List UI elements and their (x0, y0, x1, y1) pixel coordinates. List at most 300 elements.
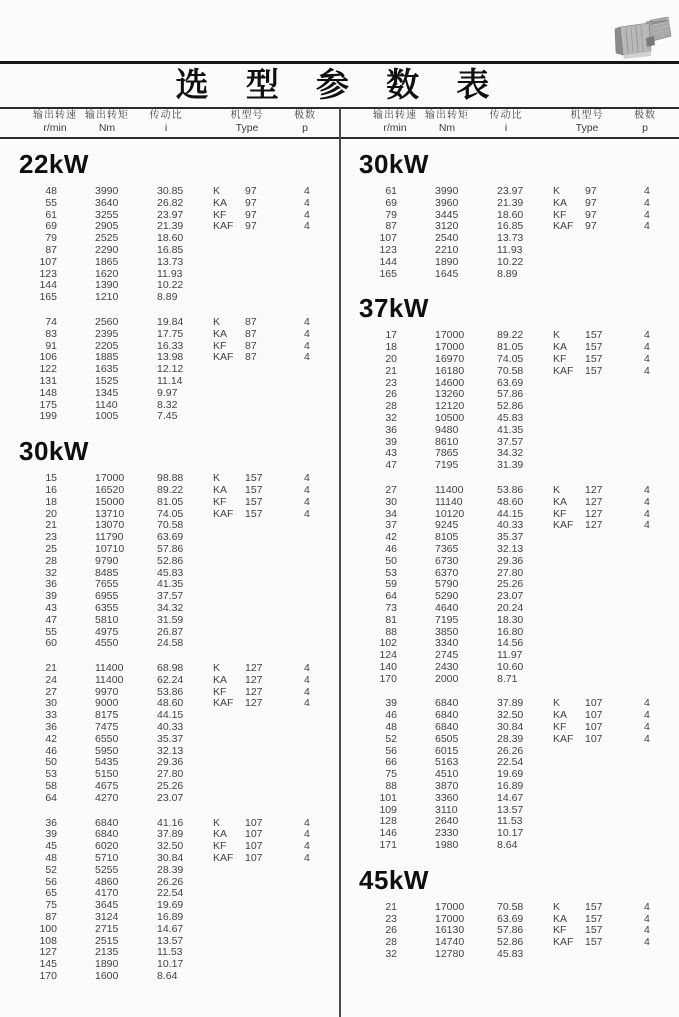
table-row (0, 924, 339, 936)
cell-speed: 39 (385, 435, 397, 448)
cell-ratio: 19.69 (497, 768, 524, 781)
cell-torque: 5290 (435, 590, 459, 603)
cell-ratio: 16.33 (157, 339, 184, 352)
cell-torque: 7195 (435, 459, 459, 472)
cell-ratio: 32.50 (157, 840, 184, 853)
cell-ratio: 37.57 (157, 590, 184, 603)
cell-ratio: 28.39 (497, 732, 524, 745)
gearmotor-photo (610, 12, 676, 62)
table-row (340, 485, 679, 497)
cell-speed: 27 (45, 685, 57, 698)
cell-type-size: 157 (585, 341, 603, 354)
cell-torque: 1620 (95, 267, 119, 280)
cell-torque: 6015 (435, 744, 459, 757)
cell-torque: 3990 (95, 185, 119, 197)
table-row (0, 865, 339, 877)
cell-speed: 87 (385, 220, 397, 233)
cell-type-size: 127 (585, 495, 603, 508)
cell-speed: 20 (45, 507, 57, 520)
cell-speed: 18 (45, 495, 57, 508)
cell-speed: 59 (385, 578, 397, 591)
cell-type-size: 107 (245, 852, 263, 865)
cell-type-size: 97 (585, 185, 597, 197)
cell-torque: 16130 (435, 924, 465, 937)
cell-speed: 175 (39, 398, 57, 411)
cell-type: KF (553, 208, 567, 221)
cell-ratio: 16.85 (157, 243, 184, 256)
cell-poles: 4 (644, 924, 650, 937)
cell-type: KAF (553, 519, 574, 532)
table-row (340, 949, 679, 961)
cell-torque: 4975 (95, 625, 119, 638)
cell-speed: 131 (39, 374, 57, 387)
cell-torque: 10710 (95, 542, 125, 555)
cell-type-size: 97 (245, 196, 257, 209)
cell-speed: 64 (385, 590, 397, 603)
cell-torque: 17000 (435, 900, 465, 913)
cell-torque: 3340 (435, 637, 459, 650)
table-row (0, 793, 339, 805)
cell-ratio: 41.16 (157, 816, 184, 829)
cell-speed: 46 (385, 542, 397, 555)
table-row (0, 329, 339, 341)
cell-torque: 9480 (435, 423, 459, 436)
cell-torque: 17000 (435, 912, 465, 925)
cell-poles: 4 (304, 662, 310, 675)
cell-type-size: 107 (245, 816, 263, 829)
cell-type-size: 87 (245, 339, 257, 352)
cell-torque: 9970 (95, 685, 119, 698)
cell-type: KA (553, 709, 568, 722)
cell-poles: 4 (304, 840, 310, 853)
cell-type: KAF (213, 220, 234, 233)
cell-type: KA (553, 912, 568, 925)
column-header-unit: Nm (98, 122, 116, 134)
cell-torque: 1140 (95, 398, 118, 411)
cell-ratio: 16.89 (157, 911, 184, 924)
cell-speed: 17 (385, 329, 397, 342)
row-block (340, 485, 679, 686)
cell-speed: 21 (385, 900, 397, 913)
cell-type: KF (213, 840, 227, 853)
cell-ratio: 8.64 (157, 970, 178, 983)
cell-speed: 46 (385, 709, 397, 722)
cell-speed: 75 (385, 768, 397, 781)
cell-speed: 79 (45, 232, 57, 245)
table-row (340, 615, 679, 627)
table-row (340, 460, 679, 472)
cell-speed: 37 (385, 519, 397, 532)
cell-torque: 12120 (435, 400, 465, 413)
cell-type-size: 107 (245, 840, 263, 853)
cell-type-size: 127 (585, 483, 603, 496)
cell-speed: 25 (45, 542, 57, 555)
cell-torque: 1210 (95, 291, 119, 304)
table-row (340, 198, 679, 210)
cell-torque: 3850 (435, 625, 459, 638)
cell-ratio: 26.82 (157, 196, 184, 209)
cell-speed: 43 (45, 601, 57, 614)
cell-torque: 8485 (95, 566, 119, 579)
column-header-unit: i (504, 122, 508, 134)
cell-type-size: 107 (585, 721, 603, 734)
cell-speed: 56 (45, 875, 57, 888)
column-header-label: 输出转矩 (425, 110, 469, 121)
cell-speed: 32 (385, 411, 397, 424)
row-block (0, 473, 339, 650)
header-group (0, 108, 339, 137)
cell-ratio: 53.86 (157, 685, 184, 698)
cell-torque: 4860 (95, 875, 119, 888)
cell-ratio: 13.57 (157, 934, 184, 947)
cell-type: KA (213, 483, 228, 496)
cell-torque: 6505 (435, 732, 459, 745)
cell-torque: 17000 (435, 329, 465, 342)
cell-type: KAF (553, 364, 574, 377)
cell-type-size: 157 (585, 329, 603, 342)
cell-poles: 4 (644, 697, 650, 710)
cell-speed: 56 (385, 744, 397, 757)
table-row (340, 674, 679, 686)
cell-torque: 6840 (95, 828, 119, 841)
cell-ratio: 11.14 (157, 374, 183, 387)
cell-speed: 36 (385, 423, 397, 436)
cell-speed: 108 (39, 934, 57, 947)
cell-speed: 65 (45, 887, 57, 900)
cell-ratio: 34.32 (157, 601, 184, 614)
table-right-column (340, 140, 679, 974)
cell-poles: 4 (304, 816, 310, 829)
cell-torque: 7865 (435, 447, 459, 460)
cell-torque: 12780 (435, 948, 465, 961)
cell-poles: 4 (644, 912, 650, 925)
cell-type-size: 157 (245, 507, 263, 520)
cell-speed: 69 (385, 196, 397, 209)
cell-ratio: 8.89 (157, 291, 178, 304)
cell-speed: 26 (385, 924, 397, 937)
cell-ratio: 13.73 (497, 232, 524, 245)
cell-ratio: 57.86 (497, 388, 524, 401)
cell-torque: 13710 (95, 507, 125, 520)
cell-ratio: 26.26 (497, 744, 524, 757)
cell-ratio: 25.26 (157, 780, 184, 793)
cell-poles: 4 (304, 220, 310, 233)
cell-ratio: 12.12 (157, 363, 184, 376)
cell-speed: 18 (385, 341, 397, 354)
cell-type: KF (553, 507, 567, 520)
gearmotor-photo-icon (610, 12, 676, 62)
cell-torque: 4270 (95, 791, 119, 804)
cell-ratio: 40.33 (497, 519, 524, 532)
table-row (0, 485, 339, 497)
cell-speed: 75 (45, 899, 57, 912)
header-group (340, 108, 679, 137)
cell-speed: 69 (45, 220, 57, 233)
cell-speed: 107 (39, 255, 57, 268)
cell-torque: 3110 (435, 803, 458, 816)
cell-ratio: 81.05 (497, 341, 524, 354)
cell-torque: 9000 (95, 697, 119, 710)
cell-speed: 199 (39, 410, 57, 423)
cell-speed: 53 (385, 566, 397, 579)
cell-torque: 1600 (95, 970, 119, 983)
cell-speed: 128 (379, 815, 397, 828)
cell-type: KAF (553, 220, 574, 233)
column-header (126, 109, 206, 135)
cell-ratio: 11.53 (157, 946, 183, 959)
cell-poles: 4 (304, 339, 310, 352)
cell-type: KF (553, 924, 567, 937)
cell-type-size: 107 (585, 732, 603, 745)
cell-poles: 4 (304, 196, 310, 209)
cell-type: K (553, 329, 561, 342)
row-block (340, 902, 679, 961)
table-row (0, 544, 339, 556)
cell-torque: 2715 (95, 922, 119, 935)
cell-torque: 3990 (435, 185, 459, 197)
cell-speed: 148 (39, 386, 57, 399)
cell-speed: 170 (379, 672, 397, 685)
cell-torque: 17000 (95, 472, 125, 485)
cell-type-size: 127 (245, 697, 263, 710)
table-row (340, 902, 679, 914)
cell-torque: 3124 (95, 911, 119, 924)
column-header-label: 传动比 (149, 110, 183, 121)
table-row (0, 675, 339, 687)
cell-type: K (213, 472, 221, 485)
cell-ratio: 63.69 (497, 912, 524, 925)
cell-type-size: 157 (585, 352, 603, 365)
cell-ratio: 10.60 (497, 660, 524, 673)
cell-type: KAF (213, 852, 234, 865)
table-row (340, 269, 679, 281)
cell-ratio: 30.84 (497, 721, 524, 734)
cell-torque: 3645 (95, 899, 119, 912)
cell-ratio: 89.22 (497, 329, 524, 342)
cell-speed: 36 (45, 578, 57, 591)
cell-torque: 11400 (95, 662, 124, 675)
cell-speed: 122 (39, 363, 57, 376)
cell-torque: 1005 (95, 410, 119, 423)
cell-ratio: 23.97 (157, 208, 184, 221)
cell-speed: 34 (385, 507, 397, 520)
cell-ratio: 57.86 (497, 924, 524, 937)
cell-speed: 107 (379, 232, 397, 245)
cell-torque: 6840 (435, 721, 459, 734)
cell-speed: 53 (45, 768, 57, 781)
cell-speed: 91 (45, 339, 57, 352)
cell-ratio: 16.85 (497, 220, 524, 233)
cell-speed: 66 (385, 756, 397, 769)
cell-poles: 4 (644, 936, 650, 949)
cell-type: KF (553, 352, 567, 365)
cell-torque: 1890 (95, 958, 119, 971)
cell-speed: 48 (45, 185, 57, 197)
table-row (0, 376, 339, 388)
column-header-unit: r/min (43, 122, 67, 134)
cell-type: K (213, 315, 221, 328)
cell-ratio: 26.87 (157, 625, 184, 638)
section-title: 45kW (359, 864, 429, 895)
cell-speed: 83 (45, 327, 57, 340)
cell-ratio: 22.54 (497, 756, 524, 769)
cell-torque: 5810 (95, 613, 119, 626)
cell-ratio: 89.22 (157, 483, 184, 496)
column-header (265, 109, 345, 135)
cell-speed: 42 (45, 732, 57, 745)
cell-ratio: 48.60 (497, 495, 524, 508)
table-row (0, 317, 339, 329)
cell-poles: 4 (304, 495, 310, 508)
cell-type-size: 97 (585, 196, 597, 209)
cell-ratio: 45.83 (157, 566, 184, 579)
cell-poles: 4 (644, 341, 650, 354)
cell-torque: 2330 (435, 827, 459, 840)
cell-type-size: 157 (585, 924, 603, 937)
cell-poles: 4 (644, 507, 650, 520)
cell-speed: 145 (39, 958, 57, 971)
cell-torque: 6020 (95, 840, 119, 853)
cell-torque: 9245 (435, 519, 459, 532)
cell-torque: 5255 (95, 863, 119, 876)
cell-torque: 3360 (435, 791, 459, 804)
cell-ratio: 74.05 (497, 352, 524, 365)
cell-ratio: 7.45 (157, 410, 178, 423)
cell-speed: 45 (45, 840, 57, 853)
cell-speed: 28 (45, 554, 57, 567)
cell-ratio: 14.67 (157, 922, 184, 935)
cell-type: K (213, 185, 221, 197)
cell-ratio: 32.13 (157, 744, 184, 757)
cell-speed: 16 (45, 483, 57, 496)
cell-type: K (553, 185, 561, 197)
cell-ratio: 32.50 (497, 709, 524, 722)
cell-ratio: 98.88 (157, 472, 184, 485)
cell-poles: 4 (304, 315, 310, 328)
cell-ratio: 19.69 (157, 899, 184, 912)
cell-torque: 11400 (435, 483, 464, 496)
cell-ratio: 9.97 (157, 386, 178, 399)
cell-ratio: 37.89 (157, 828, 184, 841)
cell-speed: 46 (45, 744, 57, 757)
column-header (466, 109, 546, 135)
table-row (340, 734, 679, 746)
cell-speed: 27 (385, 483, 397, 496)
cell-torque: 15000 (95, 495, 125, 508)
cell-torque: 9790 (95, 554, 119, 567)
cell-poles: 4 (304, 685, 310, 698)
cell-torque: 5950 (95, 744, 119, 757)
cell-torque: 6840 (435, 709, 459, 722)
cell-poles: 4 (644, 721, 650, 734)
cell-torque: 8175 (95, 709, 119, 722)
cell-torque: 2205 (95, 339, 119, 352)
cell-speed: 123 (379, 243, 397, 256)
cell-speed: 81 (385, 613, 397, 626)
column-header-unit: i (164, 122, 168, 134)
cell-speed: 146 (379, 827, 397, 840)
cell-ratio: 8.71 (497, 672, 518, 685)
cell-speed: 21 (385, 364, 397, 377)
cell-ratio: 23.07 (497, 590, 524, 603)
cell-torque: 1890 (435, 255, 459, 268)
cell-speed: 88 (385, 625, 397, 638)
table-row (340, 662, 679, 674)
cell-poles: 4 (644, 732, 650, 745)
cell-poles: 4 (644, 185, 650, 197)
cell-torque: 14600 (435, 376, 465, 389)
cell-type: KF (213, 208, 227, 221)
cell-torque: 3445 (435, 208, 459, 221)
cell-speed: 52 (385, 732, 397, 745)
cell-type-size: 157 (585, 364, 603, 377)
cell-type-size: 157 (585, 936, 603, 949)
cell-torque: 2905 (95, 220, 119, 233)
cell-torque: 7475 (95, 721, 119, 734)
cell-type-size: 157 (585, 900, 603, 913)
cell-type: KA (213, 673, 228, 686)
column-header-unit: Nm (438, 122, 456, 134)
cell-type: KAF (213, 351, 234, 364)
cell-poles: 4 (304, 208, 310, 221)
column-header-label: 极数 (294, 110, 316, 121)
cell-type: KAF (553, 936, 574, 949)
table-row (0, 556, 339, 568)
cell-torque: 1525 (95, 374, 119, 387)
cell-speed: 61 (385, 185, 397, 197)
table-row (0, 257, 339, 269)
cell-speed: 42 (385, 531, 397, 544)
cell-type: KA (213, 196, 228, 209)
cell-ratio: 44.15 (157, 709, 184, 722)
cell-ratio: 16.89 (497, 780, 524, 793)
cell-torque: 1645 (435, 267, 459, 280)
cell-ratio: 45.83 (497, 411, 524, 424)
cell-type-size: 87 (245, 327, 257, 340)
cell-ratio: 14.56 (497, 637, 524, 650)
cell-speed: 144 (39, 279, 57, 292)
cell-torque: 5150 (95, 768, 119, 781)
column-header-label: 极数 (634, 110, 656, 121)
cell-type-size: 107 (585, 697, 603, 710)
column-header-label: 机型号 (570, 110, 604, 121)
cell-type-size: 87 (245, 351, 257, 364)
row-block (0, 186, 339, 304)
cell-ratio: 63.69 (497, 376, 524, 389)
cell-torque: 4675 (95, 780, 119, 793)
cell-torque: 2515 (95, 934, 119, 947)
cell-torque: 3870 (435, 780, 459, 793)
cell-type-size: 157 (245, 483, 263, 496)
cell-ratio: 74.05 (157, 507, 184, 520)
cell-type: KAF (213, 507, 234, 520)
cell-speed: 23 (45, 531, 57, 544)
cell-ratio: 18.30 (497, 613, 524, 626)
cell-torque: 11790 (95, 531, 124, 544)
cell-ratio: 19.84 (157, 315, 184, 328)
table-row (340, 257, 679, 269)
cell-speed: 127 (39, 946, 57, 959)
cell-torque: 8610 (435, 435, 459, 448)
cell-torque: 2210 (435, 243, 459, 256)
cell-torque: 2540 (435, 232, 459, 245)
row-block (340, 186, 679, 280)
cell-type-size: 87 (245, 315, 257, 328)
column-header-unit: r/min (383, 122, 407, 134)
cell-poles: 4 (304, 483, 310, 496)
cell-torque: 3120 (435, 220, 459, 233)
cell-poles: 4 (304, 472, 310, 485)
